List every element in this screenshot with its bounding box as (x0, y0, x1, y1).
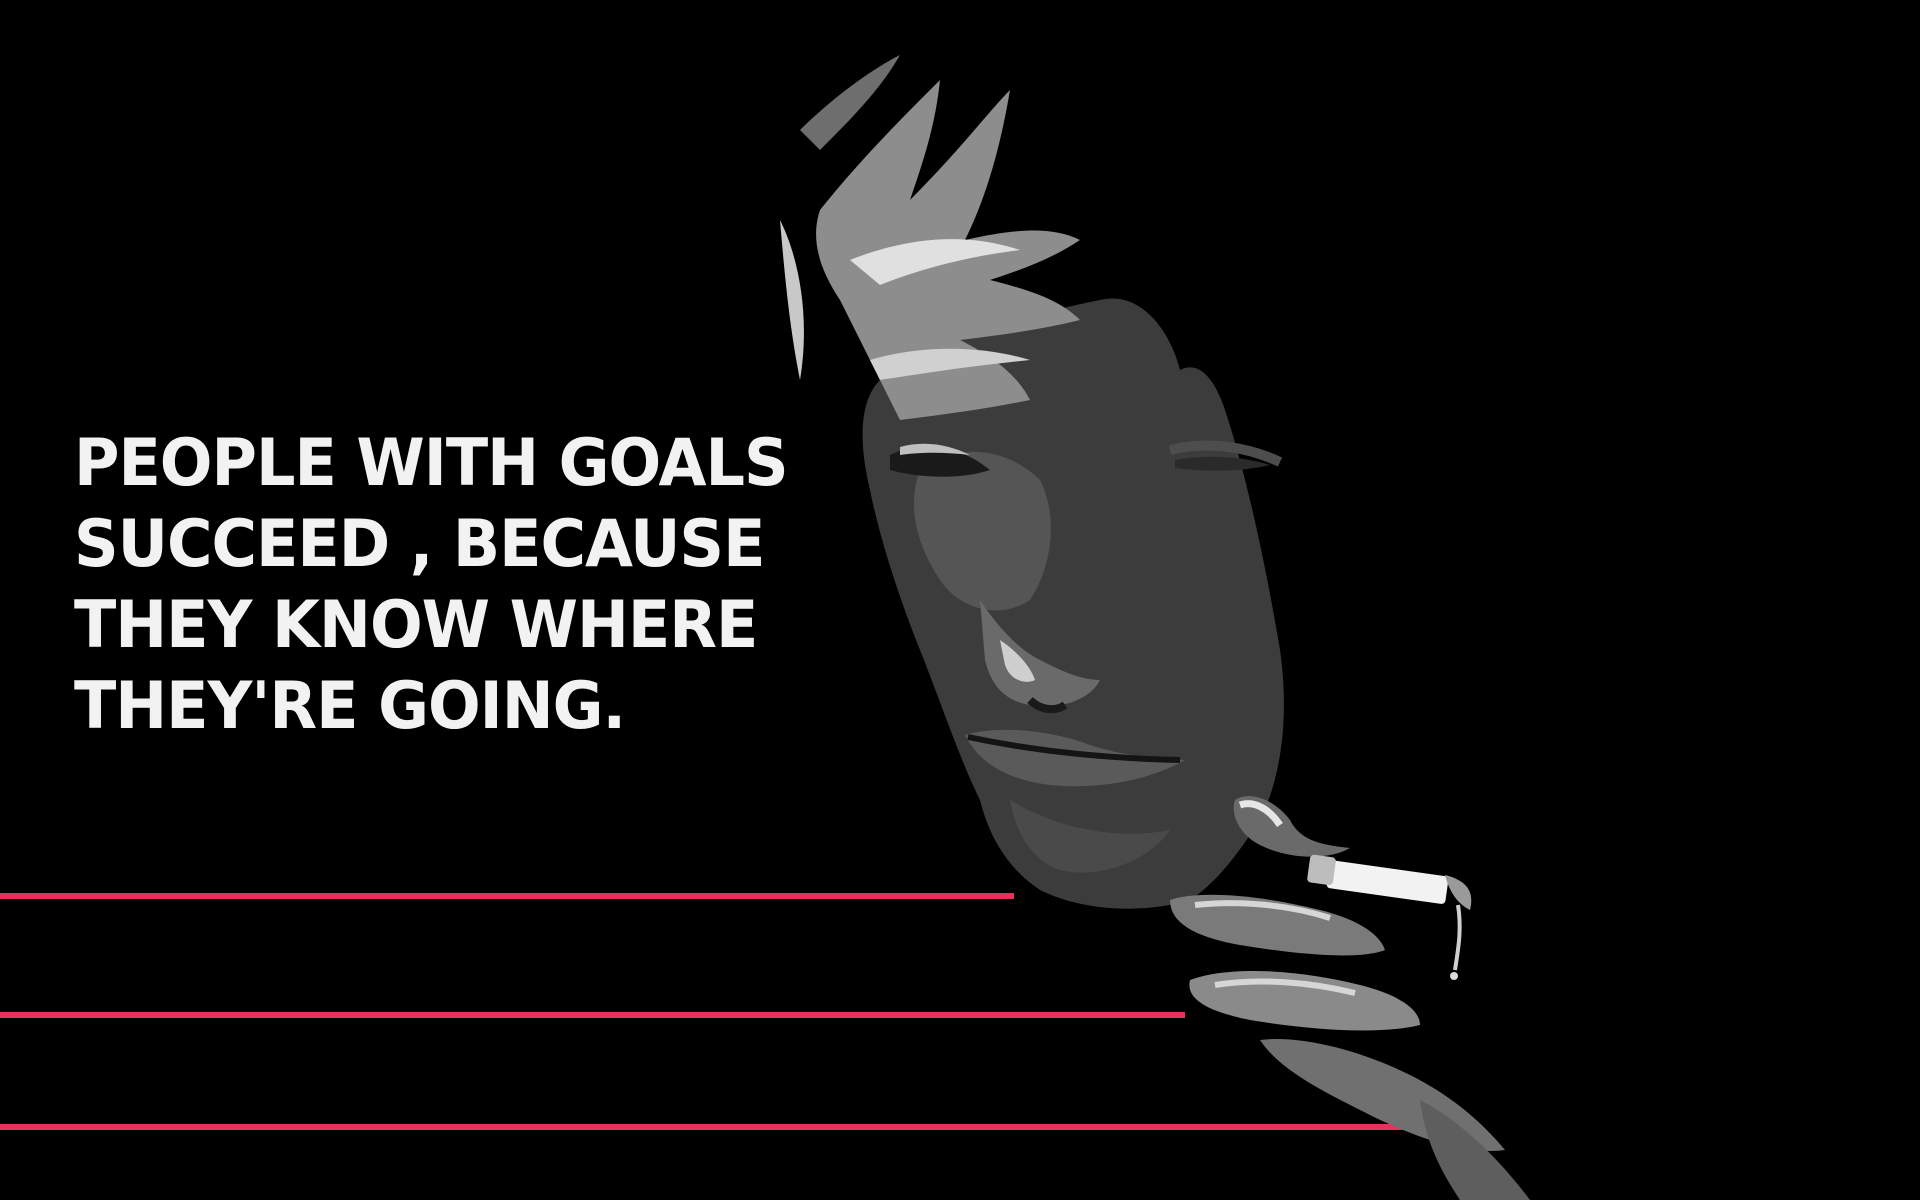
eye-right (1175, 457, 1270, 471)
hair-top-streak (800, 55, 900, 150)
cigarette-body (1326, 860, 1449, 904)
hair-strand-dark (780, 220, 804, 380)
quote-line-2: SUCCEED , BECAUSE (74, 505, 765, 582)
quote-line-4: THEY'RE GOING. (74, 667, 626, 744)
ash-drip (1455, 905, 1460, 970)
quote-line-1: PEOPLE WITH GOALS (74, 424, 788, 501)
ash-drop (1450, 972, 1458, 980)
cigarette-filter (1307, 854, 1337, 885)
hand-wrist (1420, 1100, 1530, 1200)
hand-finger-2 (1189, 971, 1420, 1031)
cigarette-tip (1445, 875, 1471, 910)
motivational-quote (74, 420, 788, 744)
quote-line-3: THEY KNOW WHERE (74, 586, 758, 663)
